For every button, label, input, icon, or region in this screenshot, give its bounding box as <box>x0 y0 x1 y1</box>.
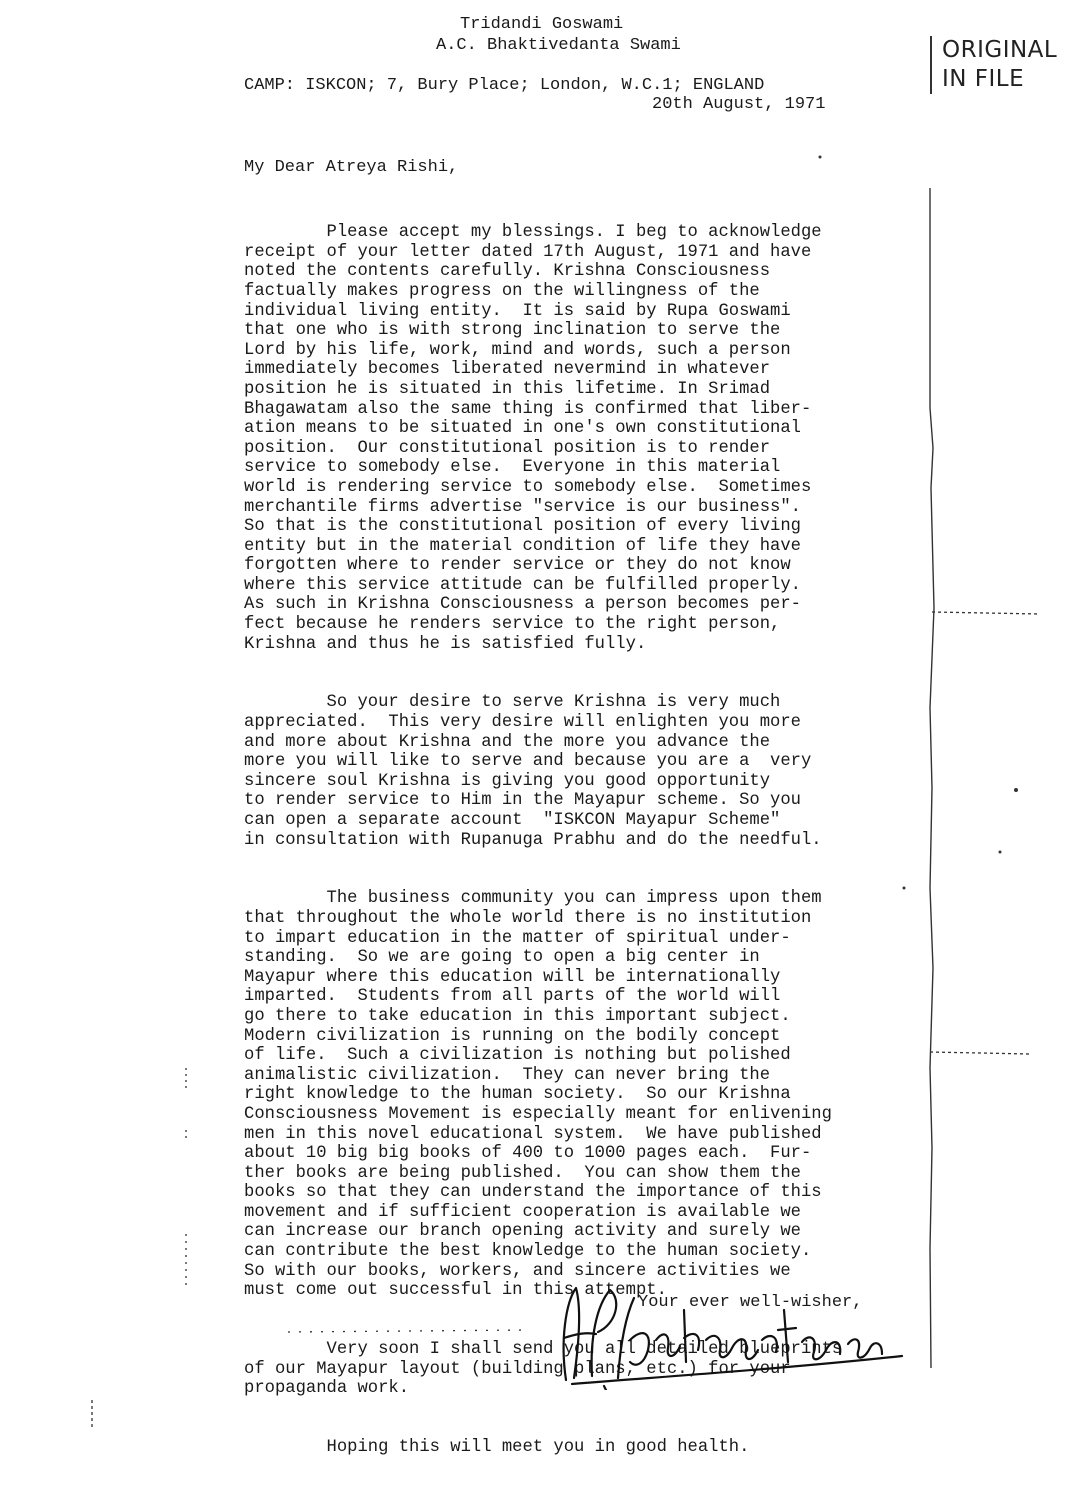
letter-date: 20th August, 1971 <box>652 95 826 114</box>
camp-address: CAMP: ISKCON; 7, Bury Place; London, W.C.1; ENGLAND <box>244 76 765 95</box>
paragraph-3: The business community you can impress upon them that throughout the whole world there is no institution to impart education in the matter of spiritual under- standing. So we are going to open a big center in Mayapur where this education will be internationally imparted. Students from all parts of the world will go there to take education in this important subject. Modern civilization is running on the bodily concept of life. Such a civilization is nothing but polished animalistic civilization. They can never bring the right knowledge to the human society. So our Krishna Consciousness Movement is especially meant for enlivening men in this novel educational system. We have published about 10 big big books of 400 to 1000 pages each. Fur- ther books are being published. You can show them the books so that they can understand the importance of this movement and if sufficient cooperation is available we can increase our branch opening activity and surely we can contribute the best knowledge to the human society. So with our books, workers, and sincere activities we must come out successful in this attempt. <box>244 889 832 1301</box>
stamp-line-1: ORIGINAL <box>942 37 1058 63</box>
stamp-line-2: IN FILE <box>942 66 1025 92</box>
closing-line: Your ever well-wisher, <box>638 1293 863 1312</box>
letterhead <box>436 14 681 56</box>
letterhead-title: Tridandi Goswami <box>460 15 624 34</box>
original-in-file-stamp <box>930 36 1062 94</box>
margin-rule <box>924 188 938 1368</box>
paragraph-4: Very soon I shall send you all detailed blueprints of our Mayapur layout (building plans, etc.) for your propaganda work. <box>244 1340 843 1399</box>
paragraph-2: So your desire to serve Krishna is very much appreciated. This very desire will enlighten you more and more about Krishna and the more you advance the more you will like to serve and because you are a very sincere soul Krishna is giving you good opportunity to render service to Him in the Mayapur scheme. So you can open a separate account "ISKCON Mayapur Scheme" in consultation with Rupanuga Prabhu and do the needful. <box>244 693 822 850</box>
paragraph-1: Please accept my blessings. I beg to acknowledge receipt of your letter dated 17th August, 1971 and have noted the contents carefully. Krishna Consciousness factually makes progress on the willingness of the individual living entity. It is said by Rupa Goswami that one who is with strong inclination to serve the Lord by his life, work, mind and words, such a person immediately becomes liberated nevermind in whatever position he is situated in this lifetime. In Srimad Bhagawatam also the same thing is confirmed that liber- ation means to be situated in one's own constitutional position. Our constitutional position is to render service to somebody else. Everyone in this material world is rendering service to somebody else. Sometimes merchantile firms advertise "service is our business". So that is the constitutional position of every living entity but in the material condition of life they have forgotten where to render service or they do not know where this service attitude can be fulfilled properly. As such in Krishna Consciousness a person becomes per- fect because he renders service to the right person, Krishna and thus he is satisfied fully. <box>244 223 822 654</box>
salutation: My Dear Atreya Rishi, <box>244 158 459 177</box>
handwritten-signature <box>552 1280 912 1390</box>
letterhead-name: A.C. Bhaktivedanta Swami <box>436 36 681 55</box>
paragraph-5: Hoping this will meet you in good health. <box>244 1438 750 1457</box>
